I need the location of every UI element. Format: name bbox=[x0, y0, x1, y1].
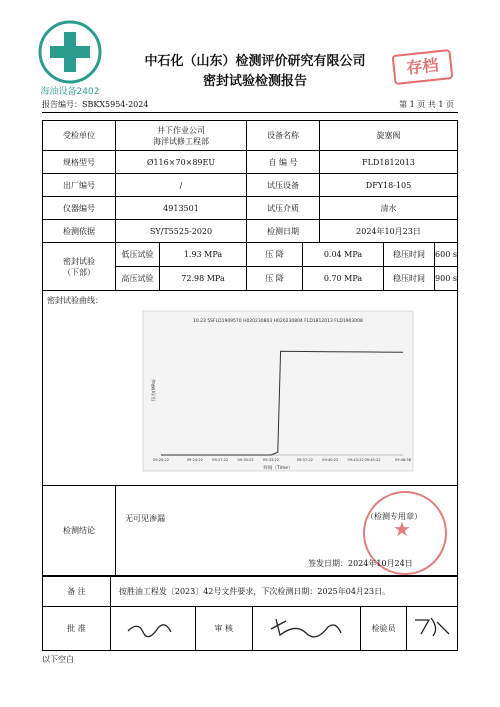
conclusion-label: 检测结论 bbox=[43, 486, 116, 575]
x-tick-label: 09:24:22 bbox=[186, 458, 203, 462]
low-hold-value: 600 s bbox=[435, 250, 457, 259]
approve-signature bbox=[110, 607, 195, 651]
basis-value: SY/T5525-2020 bbox=[116, 220, 247, 243]
equipment-name-value: 旋塞阀 bbox=[320, 121, 458, 151]
equipment-name-label: 设备名称 bbox=[247, 121, 320, 151]
inspector-label: 检验员 bbox=[361, 607, 407, 651]
chart-title: 密封试验曲线： bbox=[47, 296, 103, 305]
date-label: 检测日期 bbox=[247, 220, 320, 243]
basis-label: 检测依据 bbox=[43, 220, 116, 243]
x-tick-label: 09:33:22 bbox=[262, 458, 280, 462]
high-drop-value: 0.70 MPa bbox=[303, 267, 384, 290]
report-number: 报告编号：SBKX5954-2024 bbox=[42, 100, 149, 109]
x-tick-label: 09:20:22 bbox=[152, 458, 170, 462]
test-equipment-label: 试压设备 bbox=[247, 174, 320, 197]
archive-stamp: 存档 bbox=[392, 49, 454, 85]
report-subtitle: 密封试验检测报告 bbox=[202, 74, 307, 89]
high-test-value: 72.98 MPa bbox=[160, 267, 247, 290]
spec-label: 规格型号 bbox=[43, 151, 116, 174]
report-title: 中石化（山东）检测评价研究有限公司 bbox=[144, 54, 366, 69]
high-hold-value: 900 s bbox=[435, 274, 457, 283]
footer-table bbox=[42, 576, 458, 651]
remark-label: 备 注 bbox=[43, 577, 111, 607]
x-tick-label: 09:40:22 bbox=[322, 458, 339, 462]
test-equipment-value: DFY18-105 bbox=[320, 174, 458, 197]
x-tick-label: 09:37:22 bbox=[296, 458, 313, 462]
header-rule bbox=[42, 112, 458, 113]
chart-section bbox=[42, 291, 458, 485]
page-number: 第 1 页 共 1 页 bbox=[399, 100, 454, 109]
low-drop-value: 0.04 MPa bbox=[303, 243, 384, 266]
factory-no-value: / bbox=[116, 174, 247, 197]
remark-text: 按胜油工程发〔2023〕42号文件要求，下次检测日期：2025年04月23日。 bbox=[110, 577, 457, 607]
seal-test-label: 密封试验 （下部） bbox=[43, 243, 116, 291]
x-tick-label: 09:43:22 bbox=[347, 458, 364, 462]
sign-date: 签发日期：2024年10月24日 bbox=[308, 559, 413, 568]
approve-label: 批 准 bbox=[43, 607, 111, 651]
review-signature bbox=[252, 607, 361, 651]
logo-text: 海油设备2402 bbox=[40, 87, 100, 97]
company-logo bbox=[30, 18, 110, 88]
date-value: 2024年10月23日 bbox=[320, 220, 458, 243]
test-medium-label: 试压介质 bbox=[247, 197, 320, 220]
inspector-signature bbox=[407, 607, 458, 651]
high-hold-label: 稳压时间 bbox=[384, 267, 435, 290]
x-tick-label: 09:45:22 bbox=[364, 458, 381, 462]
client-label: 受检单位 bbox=[43, 121, 116, 151]
review-label: 审 核 bbox=[195, 607, 252, 651]
pressure-chart bbox=[43, 291, 457, 481]
low-test-label: 低压试验 bbox=[116, 243, 160, 266]
x-tick-label: 09:30:22 bbox=[237, 458, 254, 462]
conclusion-section bbox=[42, 485, 458, 576]
client-value: 井下作业公司 海洋试修工程部 bbox=[116, 121, 247, 151]
instrument-no-label: 仪器编号 bbox=[43, 197, 116, 220]
seal-star-icon: ★ bbox=[393, 517, 411, 541]
test-medium-value: 清水 bbox=[320, 197, 458, 220]
self-no-label: 自 编 号 bbox=[247, 151, 320, 174]
low-drop-label: 压 降 bbox=[247, 243, 303, 266]
conclusion-text: 无可见渗漏 bbox=[125, 514, 165, 523]
factory-no-label: 出厂编号 bbox=[43, 174, 116, 197]
x-axis-label: 时间（Time） bbox=[263, 466, 293, 471]
info-table bbox=[42, 120, 458, 291]
x-tick-label: 09:27:22 bbox=[212, 458, 229, 462]
bottom-note: 以下空白 bbox=[42, 655, 74, 664]
self-no-value: FLD1812013 bbox=[320, 151, 458, 174]
seal-label: （检测专用章） bbox=[366, 512, 422, 521]
x-tick-label: 09:48:58 bbox=[394, 458, 412, 462]
high-drop-label: 压 降 bbox=[247, 267, 303, 290]
spec-value: Ø116×70×89EU bbox=[116, 151, 247, 174]
instrument-no-value: 4913501 bbox=[116, 197, 247, 220]
y-axis-label: 压力(MPa) bbox=[152, 379, 157, 401]
high-test-label: 高压试验 bbox=[116, 267, 160, 290]
chart-legend: 10.23 5SFLD1909570 H020230803 H020230804 FLD1812013 FLD1903008 bbox=[193, 319, 363, 324]
low-hold-label: 稳压时间 bbox=[384, 243, 435, 266]
low-test-value: 1.93 MPa bbox=[160, 243, 247, 266]
